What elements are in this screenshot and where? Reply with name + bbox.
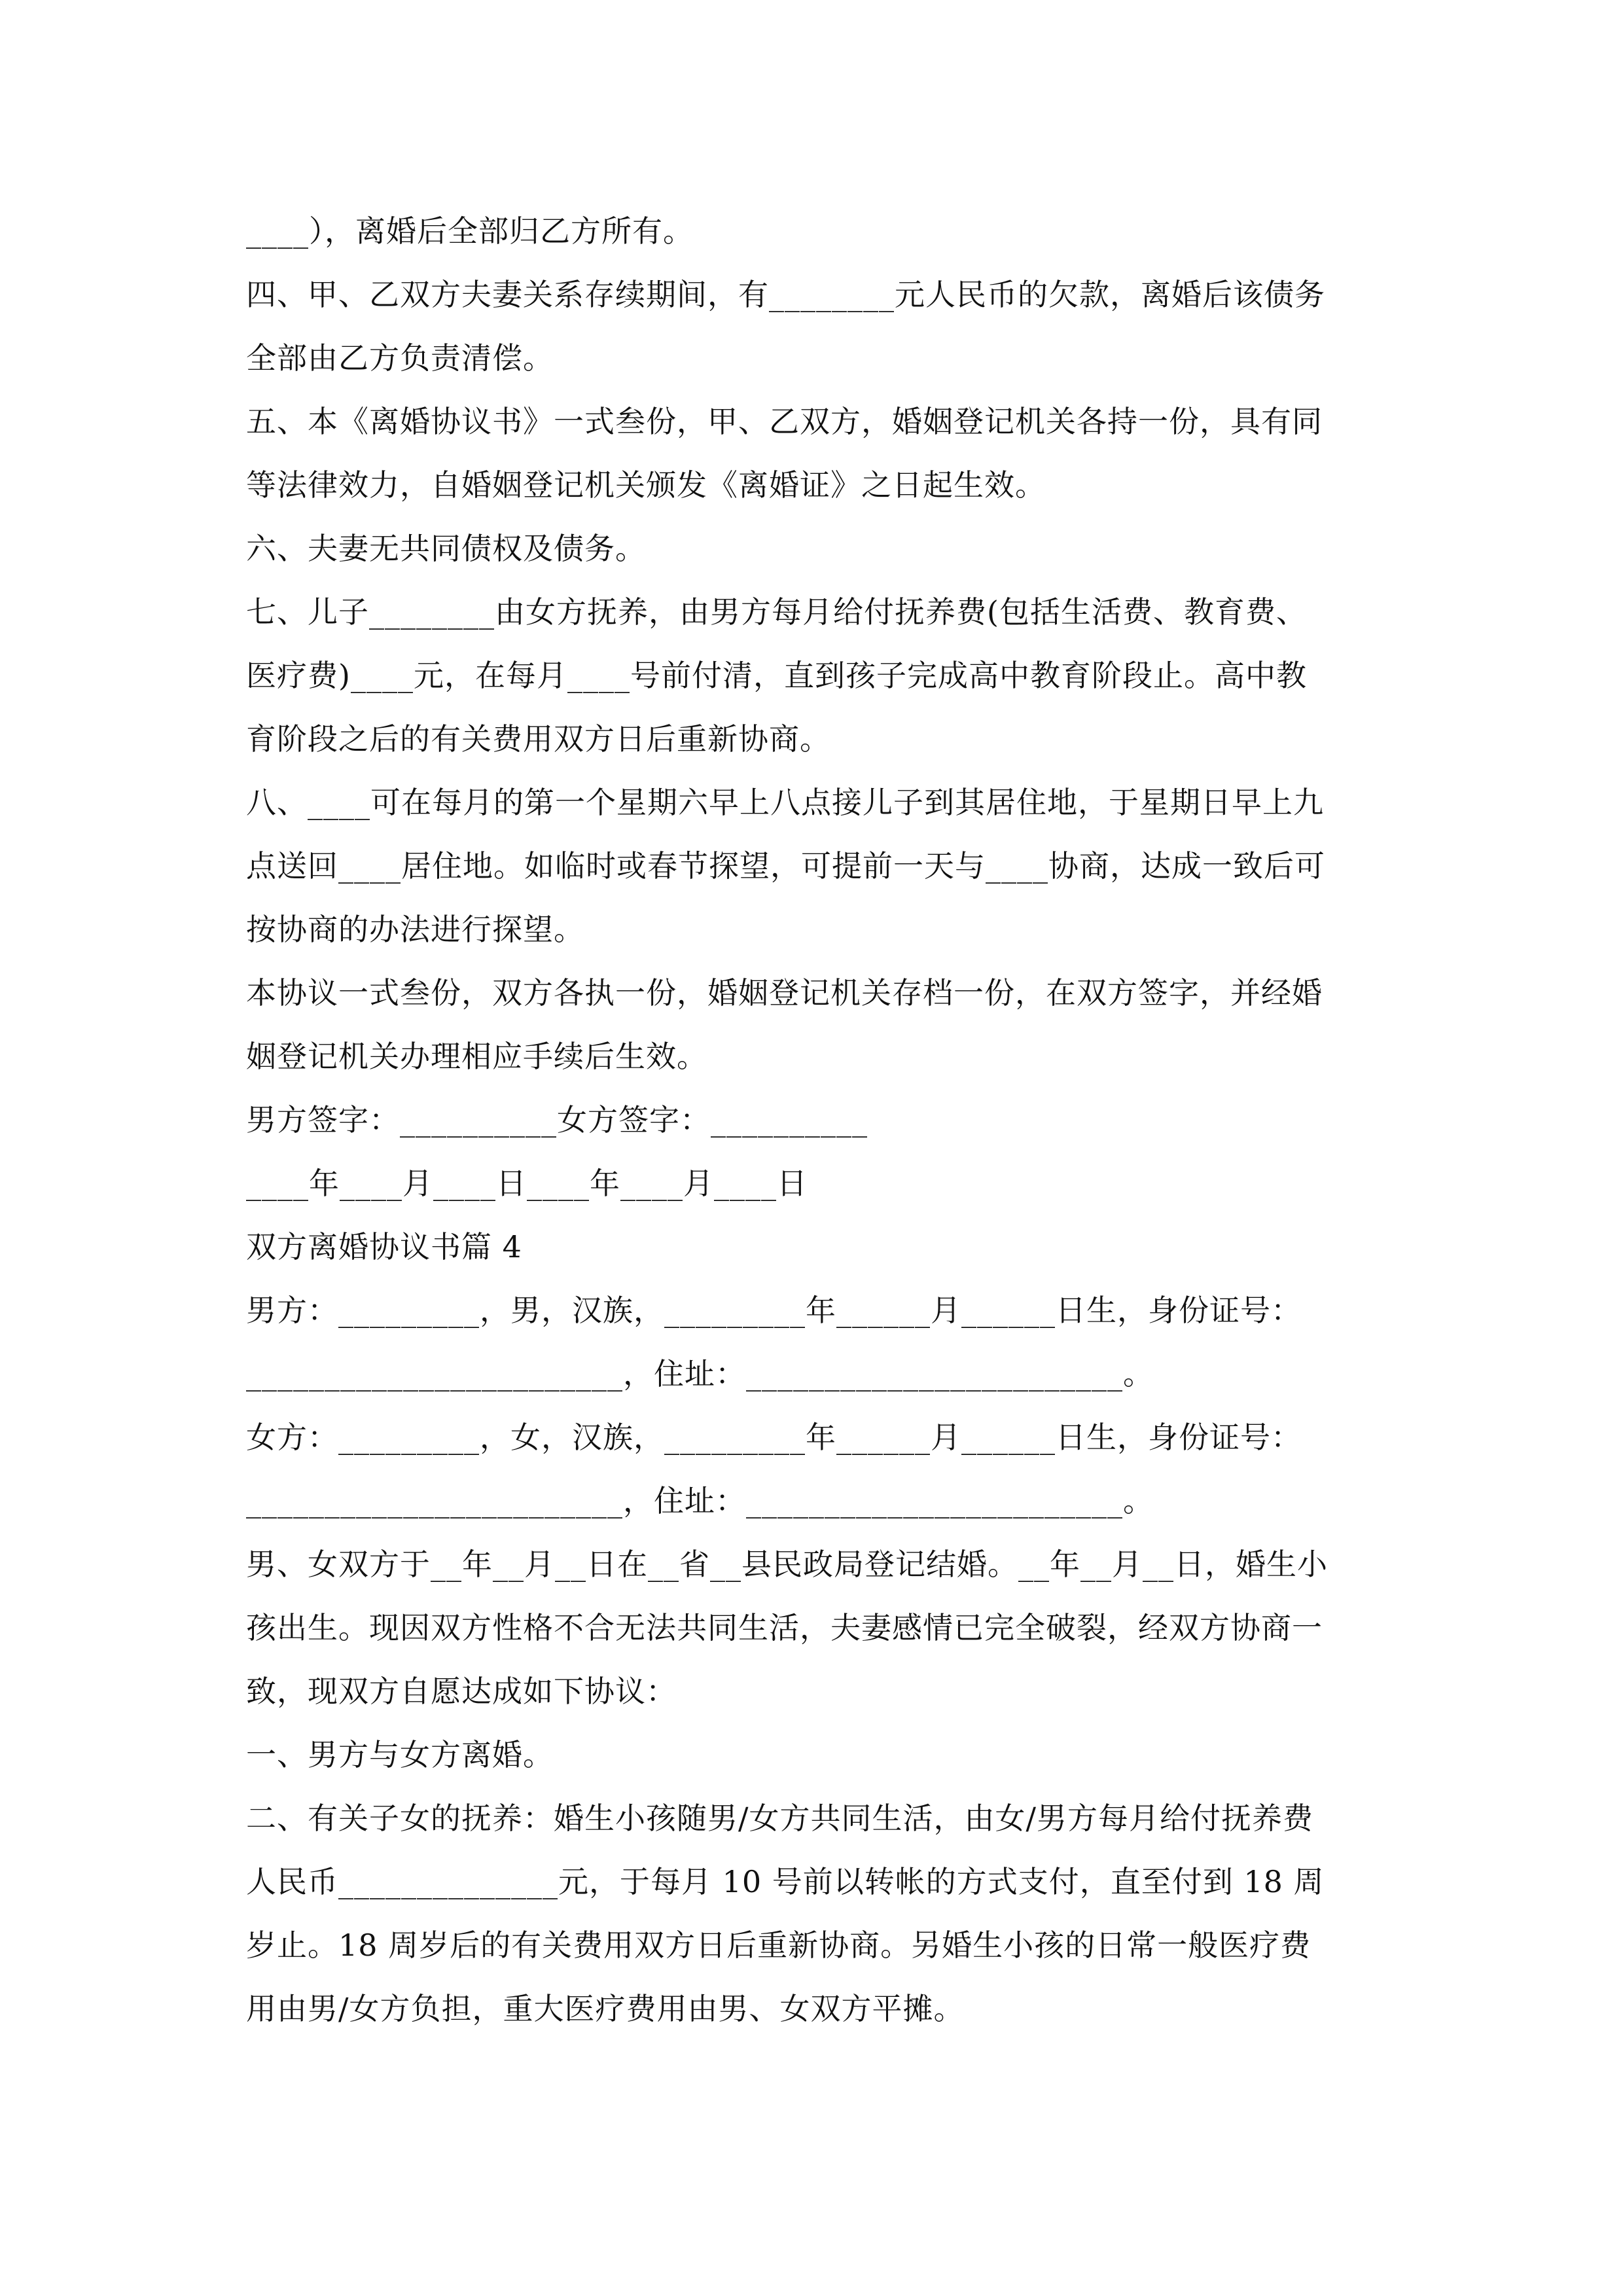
text-line: 一、男方与女方离婚。 — [246, 1737, 554, 1772]
text-line: 八、____可在每月的第一个星期六早上八点接儿子到其居住地，于星期日早上九 — [246, 785, 1324, 820]
text-line: 点送回____居住地。如临时或春节探望，可提前一天与____协商，达成一致后可 — [246, 848, 1325, 884]
text-line: 男、女双方于__年__月__日在__省__县民政局登记结婚。__年__月__日，婚生小 — [246, 1547, 1328, 1582]
text-line: ________________________，住址：________________________。 — [246, 1356, 1154, 1391]
text-line: 五、本《离婚协议书》一式叁份，甲、乙双方，婚姻登记机关各持一份，具有同 — [246, 404, 1323, 439]
text-line: 女方：_________，女，汉族，_________年______月______日生，身份证号： — [246, 1420, 1302, 1455]
text-line: 孩出生。现因双方性格不合无法共同生活，夫妻感情已完全破裂，经双方协商一 — [246, 1610, 1323, 1645]
text-line: 用由男/女方负担，重大医疗费用由男、女双方平摊。 — [246, 1991, 965, 2026]
text-line: ____），离婚后全部归乙方所有。 — [246, 213, 694, 249]
text-line: 按协商的办法进行探望。 — [246, 912, 584, 947]
text-line: 等法律效力，自婚姻登记机关颁发《离婚证》之日起生效。 — [246, 467, 1046, 503]
text-line: 六、夫妻无共同债权及债务。 — [246, 531, 646, 566]
text-line: 四、甲、乙双方夫妻关系存续期间，有________元人民币的欠款，离婚后该债务 — [246, 277, 1325, 312]
text-line: 姻登记机关办理相应手续后生效。 — [246, 1039, 707, 1074]
text-line: 二、有关子女的抚养：婚生小孩随男/女方共同生活，由女/男方每月给付抚养费 — [246, 1801, 1313, 1836]
text-line: ________________________，住址：________________________。 — [246, 1483, 1154, 1518]
text-line: 育阶段之后的有关费用双方日后重新协商。 — [246, 721, 830, 757]
date-line: ____年____月____日____年____月____日 — [246, 1166, 808, 1201]
text-line: 本协议一式叁份，双方各执一份，婚姻登记机关存档一份，在双方签字，并经婚 — [246, 975, 1323, 1011]
text-line: 岁止。18 周岁后的有关费用双方日后重新协商。另婚生小孩的日常一般医疗费 — [246, 1928, 1311, 1963]
text-line: 男方：_________，男，汉族，_________年______月______日生，身份证号： — [246, 1293, 1302, 1328]
text-line: 医疗费)____元，在每月____号前付清，直到孩子完成高中教育阶段止。高中教 — [246, 658, 1307, 693]
text-line: 人民币______________元，于每月 10 号前以转帐的方式支付，直至付到 18 周 — [246, 1864, 1325, 1899]
text-line: 七、儿子________由女方抚养，由男方每月给付抚养费(包括生活费、教育费、 — [246, 594, 1307, 630]
text-line: 致，现双方自愿达成如下协议： — [246, 1674, 677, 1709]
signature-line: 男方签字：__________女方签字：__________ — [246, 1102, 868, 1138]
document-body — [246, 200, 1378, 2041]
text-line: 全部由乙方负责清偿。 — [246, 340, 554, 376]
section-title: 双方离婚协议书篇 4 — [246, 1229, 522, 1265]
